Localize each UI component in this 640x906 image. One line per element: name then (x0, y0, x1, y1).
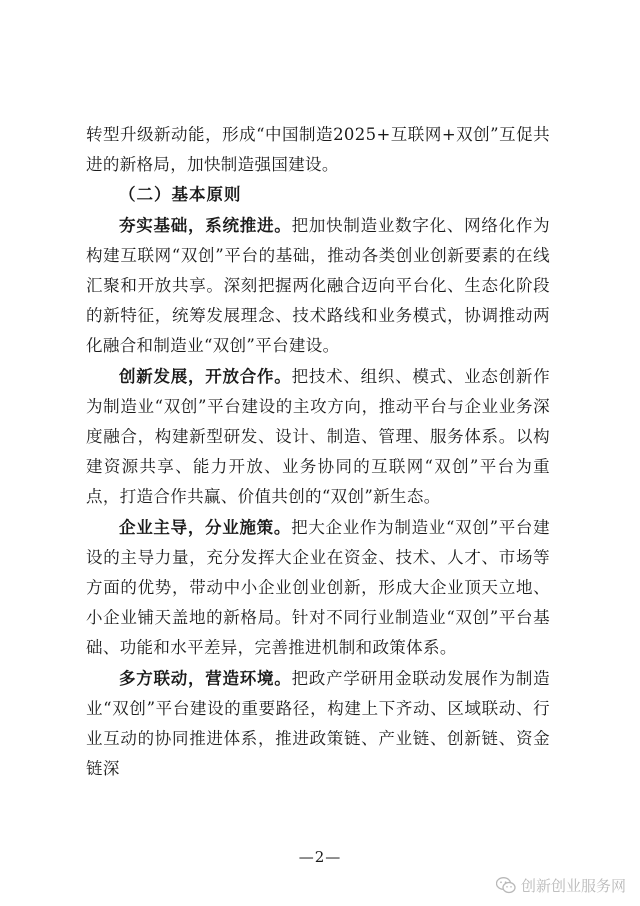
principle-body: 把技术、组织、模式、业态创新作为制造业“双创”平台建设的主攻方向，推动平台与企业业务深度融合，构建新型研发、设计、制造、管理、服务体系。以构建资源共享、能力开放、业务协同的互联网“双创”平台为重点，打造合作共赢、价值共创的“双创”新生态。 (86, 366, 550, 507)
page-number: —2— (298, 848, 342, 866)
principle-body: 把加快制造业数字化、网络化作为构建互联网“双创”平台的基础，推动各类创业创新要素的在线汇聚和开放共享。深刻把握两化融合迈向平台化、生态化阶段的新特征，统筹发展理念、技术路线和业务模式，协调推动两化融合和制造业“双创”平台建设。 (86, 215, 550, 356)
principle-lead: 夯实基础，系统推进。 (119, 215, 292, 235)
principle-body: 把大企业作为制造业“双创”平台建设的主导力量，充分发挥大企业在资金、技术、人才、市场等方面的优势，带动中小企业创业创新，形成大企业顶天立地、小企业铺天盖地的新格局。针对不同行业制造业“双创”平台基础、功能和水平差异，完善推进机制和政策体系。 (86, 517, 550, 658)
principle-lead: 创新发展，开放合作。 (119, 366, 292, 386)
principle-lead: 企业主导，分业施策。 (119, 517, 292, 537)
section-heading: （二）基本原则 (119, 185, 242, 205)
principle-paragraph (86, 362, 550, 513)
watermark (496, 875, 626, 896)
principle-paragraph (86, 664, 550, 785)
wechat-icon (496, 877, 516, 894)
watermark-text: 创新创业服务网 (520, 877, 626, 895)
principle-lead: 多方联动，营造环境。 (119, 668, 292, 688)
paragraph-continuation: 转型升级新动能，形成“中国制造2025+互联网+双创”互促共进的新格局，加快制造强国建设。 (86, 125, 550, 175)
principle-body: 把政产学研用金联动发展作为制造业“双创”平台建设的重要路径，构建上下齐动、区域联动、行业互动的协同推进体系，推进政策链、产业链、创新链、资金链深 (86, 668, 550, 779)
principle-paragraph (86, 513, 550, 664)
document-body (86, 120, 550, 784)
principle-paragraph (86, 211, 550, 362)
